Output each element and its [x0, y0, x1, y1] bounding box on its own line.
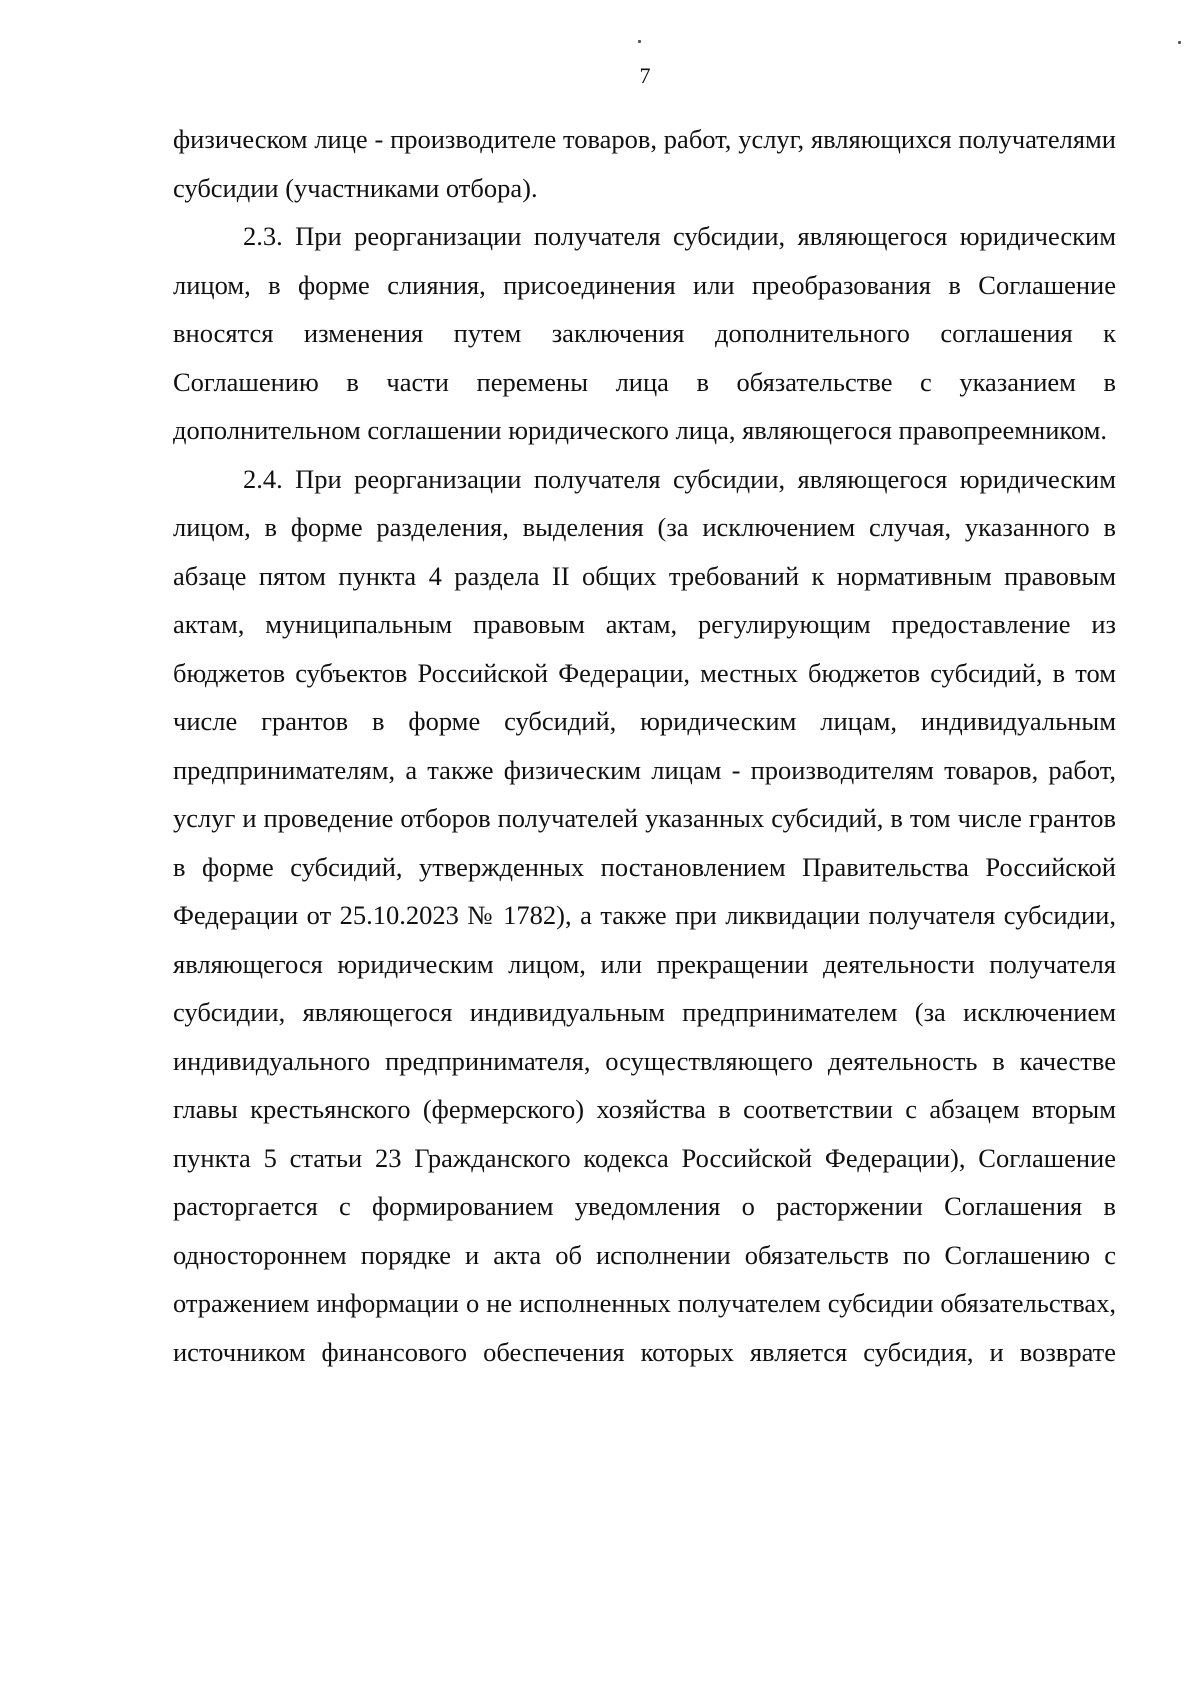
document-body [173, 115, 1116, 1376]
paragraph-2-4: 2.4. При реорганизации получателя субсидии, являющегося юридическим лицом, в форме разделения, выделения (за исключением случая, указанного в абзаце пятом пункта 4 раздела II общих требований к нормативным правовым актам, муниципальным правовым актам, регулирующим предоставление из бюджетов субъектов Российской Федерации, местных бюджетов субсидий, в том числе грантов в форме субсидий, юридическим лицам, индивидуальным предпринимателям, а также физическим лицам - производителям товаров, работ, услуг и проведение отборов получателей указанных субсидий, в том числе грантов в форме субсидий, утвержденных постановлением Правительства Российской Федерации от 25.10.2023 № 1782), а также при ликвидации получателя субсидии, являющегося юридическим лицом, или прекращении деятельности получателя субсидии, являющегося индивидуальным предпринимателем (за исключением индивидуального предпринимателя, осуществляющего деятельность в качестве главы крестьянского (фермерского) хозяйства в соответствии с абзацем вторым пункта 5 статьи 23 Гражданского кодекса Российской Федерации), Соглашение расторгается с формированием уведомления о расторжении Соглашения в одностороннем порядке и акта об исполнении обязательств по Соглашению с отражением информации о не исполненных получателем субсидии обязательствах, источником финансового обеспечения которых является субсидия, и возврате [173, 463, 1116, 1367]
scan-speck-corner [1178, 41, 1181, 44]
page-number: 7 [639, 63, 651, 88]
paragraph-continuation: физическом лице - производителе товаров, работ, услуг, являющихся получателями субсидии (участниками отбора). [173, 124, 1116, 203]
scan-speck-top [638, 40, 641, 43]
paragraph-2-3: 2.3. При реорганизации получателя субсидии, являющегося юридическим лицом, в форме слияния, присоединения или преобразования в Соглашение вносятся изменения путем заключения дополнительного соглашения к Соглашению в части перемены лица в обязательстве с указанием в дополнительном соглашении юридического лица, являющегося правопреемником. [173, 221, 1116, 445]
